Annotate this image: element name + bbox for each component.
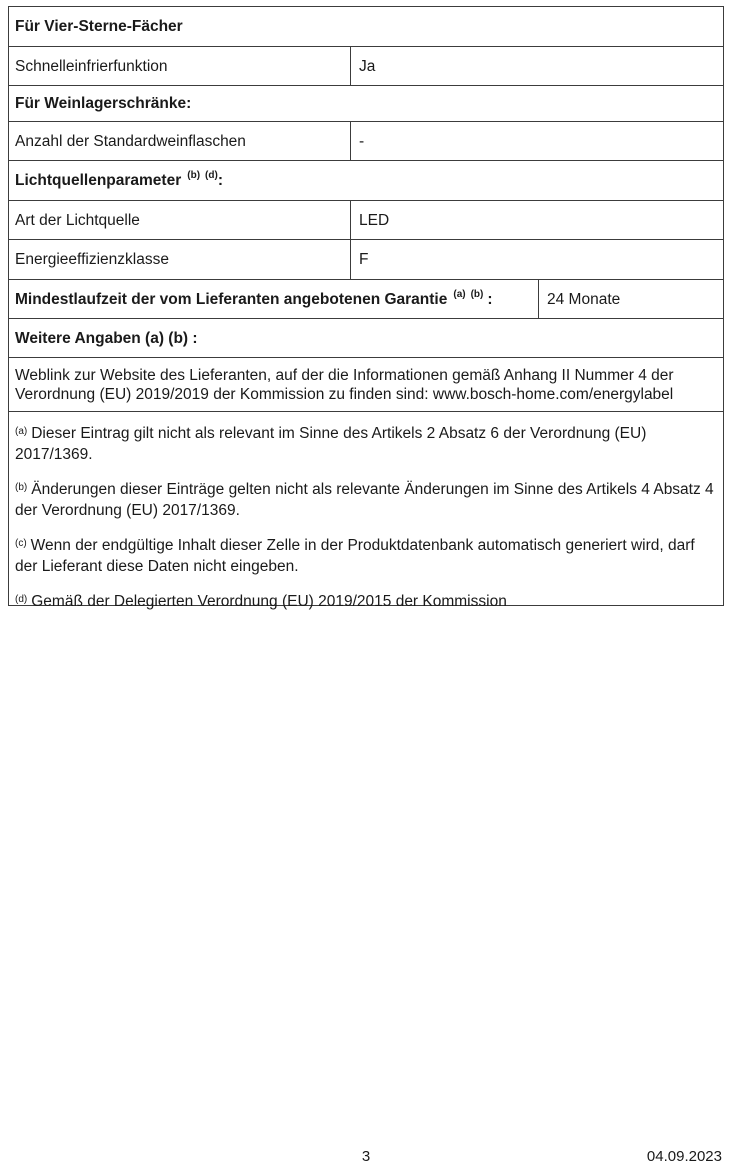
section-title: Für Vier-Sterne-Fächer bbox=[15, 18, 183, 35]
row-label: Art der Lichtquelle bbox=[9, 201, 351, 239]
footnote-d-text: Gemäß der Delegierten Verordnung (EU) 2019/2015 der Kommission bbox=[31, 593, 507, 610]
footnote-a-marker: (a) bbox=[15, 426, 28, 437]
footnote-c-marker: (c) bbox=[15, 538, 27, 549]
section-wine-cabinet-row bbox=[9, 86, 723, 122]
row-label bbox=[9, 280, 539, 318]
footnote-d-marker: (d) bbox=[15, 594, 28, 605]
row-value: - bbox=[359, 132, 365, 150]
section-title: Weitere Angaben (a) (b) : bbox=[15, 329, 198, 347]
footnote-a-text: Dieser Eintrag gilt nicht als relevant im Sinne des Artikels 2 Absatz 6 der Verordnung (EU) 2017/1369. bbox=[15, 425, 647, 463]
row-value: F bbox=[359, 251, 369, 268]
footnote-ref-d: (d) bbox=[205, 170, 218, 181]
warranty-row bbox=[9, 280, 723, 319]
energy-class-row bbox=[9, 240, 723, 280]
row-value: 24 Monate bbox=[547, 290, 621, 308]
section-title-colon: : bbox=[217, 172, 223, 189]
footnote-ref-a: (a) bbox=[453, 288, 466, 300]
section-title-text: Lichtquellenparameter bbox=[15, 172, 182, 189]
section-light-source-row bbox=[9, 161, 723, 201]
product-datasheet-table bbox=[8, 6, 724, 610]
footnote-a bbox=[15, 424, 717, 464]
quick-freeze-row bbox=[9, 47, 723, 86]
row-value: LED bbox=[359, 211, 390, 229]
section-title bbox=[9, 161, 723, 200]
footnote-b-text: Änderungen dieser Einträge gelten nicht als relevante Änderungen im Sinne des Artikels 4 Absatz 4 der Verordnung (EU) 2017/1369. bbox=[15, 481, 714, 519]
warranty-label-text: Mindestlaufzeit der vom Lieferanten angebotenen Garantie bbox=[15, 290, 448, 308]
footnote-d bbox=[15, 592, 717, 613]
row-label: Energieeffizienzklasse bbox=[9, 240, 351, 279]
row-label: Anzahl der Standardweinflaschen bbox=[9, 122, 351, 160]
footnotes-block bbox=[9, 412, 723, 610]
footnote-b bbox=[15, 480, 717, 520]
wine-bottles-row bbox=[9, 122, 723, 161]
footnote-ref-b: (b) bbox=[187, 170, 201, 181]
page-footer bbox=[8, 1148, 724, 1168]
section-four-star-row bbox=[9, 7, 723, 47]
footnote-b-marker: (b) bbox=[15, 482, 28, 493]
footnote-ref-b: (b) bbox=[470, 288, 484, 300]
document-date: 04.09.2023 bbox=[646, 1148, 722, 1165]
warranty-label-colon: : bbox=[487, 290, 493, 308]
supplier-weblink-row bbox=[9, 358, 723, 412]
footnote-c-text: Wenn der endgültige Inhalt dieser Zelle in der Produktdatenbank automatisch generiert wird, darf der Lieferant diese Daten nicht eingeben. bbox=[15, 537, 695, 575]
row-label: Schnelleinfrierfunktion bbox=[9, 47, 351, 85]
section-additional-info-row bbox=[9, 319, 723, 358]
section-title: Für Weinlagerschränke: bbox=[15, 95, 192, 112]
supplier-weblink-text: Weblink zur Website des Lieferanten, auf der die Informationen gemäß Anhang II Nummer 4 der Verordnung (EU) 2019/2019 der Kommission zu finden sind: www.bosch-home.com/energylabel bbox=[15, 367, 674, 403]
footnote-c bbox=[15, 536, 717, 576]
page-number: 3 bbox=[361, 1148, 371, 1165]
row-value: Ja bbox=[359, 57, 376, 75]
light-source-type-row bbox=[9, 201, 723, 240]
